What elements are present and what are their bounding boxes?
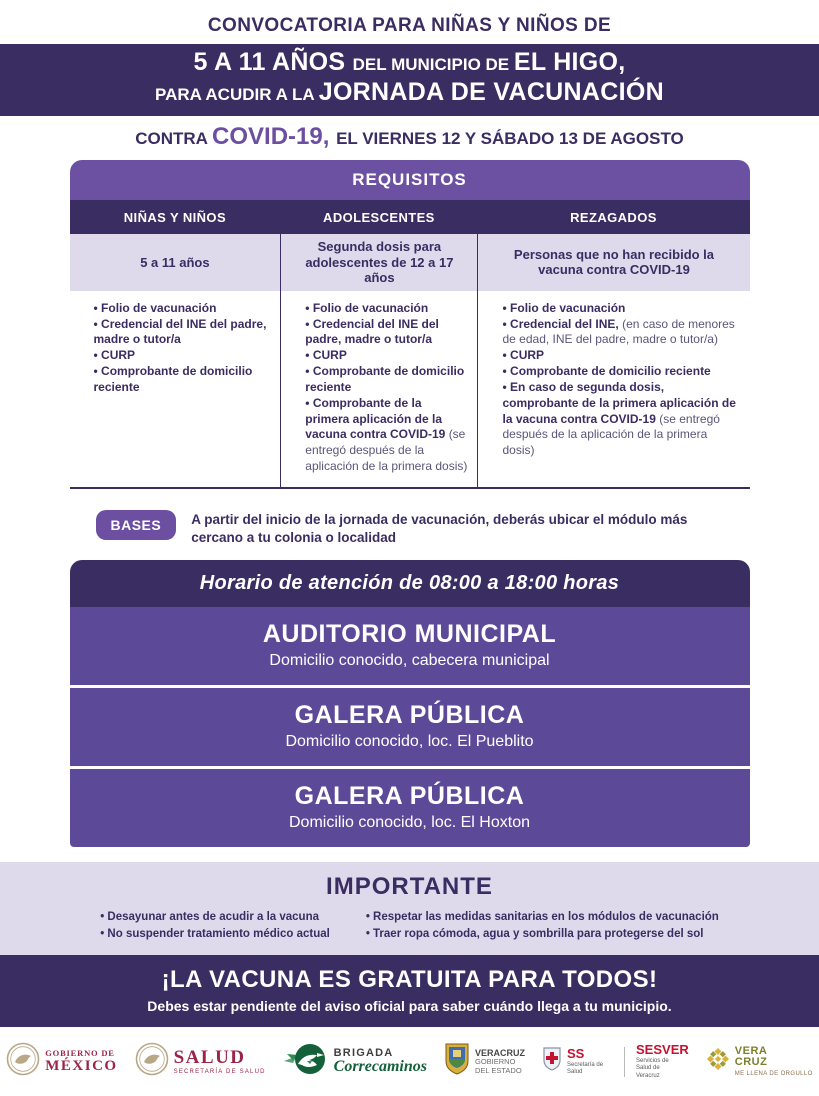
- veracruz-orgullo-line1: VERA: [734, 1045, 768, 1058]
- location-address: Domicilio conocido, loc. El Hoxton: [289, 813, 530, 831]
- requisito-item: • Folio de vacunación: [502, 301, 739, 317]
- subheader-ninas-y-ninos: 5 a 11 años: [140, 254, 210, 270]
- subheader-adolescentes: Segunda dosis para adolescentes de 12 a 17 años: [280, 234, 477, 291]
- logo-ss-sesver: [542, 1043, 689, 1081]
- importante-title: IMPORTANTE: [326, 872, 493, 900]
- importante-list-left: [100, 909, 330, 945]
- requisito-item: • Credencial del INE, (en caso de menores de edad, INE del padre, madre o tutor/a): [502, 317, 739, 349]
- location-name: GALERA PÚBLICA: [294, 781, 525, 810]
- logo-veracruz-gobierno: [444, 1042, 525, 1081]
- header-banner: [0, 44, 819, 116]
- bullet-item: • Traer ropa cómoda, agua y sombrilla para protegerse del sol: [366, 926, 719, 944]
- logo-gobierno-mexico: [6, 1042, 117, 1081]
- requisito-item: • CURP: [502, 348, 739, 364]
- veracruz-orgullo-tagline: ME LLENA DE ORGULLO: [734, 1071, 813, 1078]
- sesver-sublabel: Servicios de Salud de Veracruz: [636, 1057, 669, 1079]
- horario-banner: Horario de atención de 08:00 a 18:00 horas: [70, 560, 750, 607]
- locations-list: [70, 607, 750, 846]
- free-vaccine-subtitle: Debes estar pendiente del aviso oficial para saber cuándo llega a tu municipio.: [147, 998, 672, 1015]
- logo-divider: [624, 1047, 625, 1077]
- column-header-rezagados: REZAGADOS: [570, 209, 657, 225]
- requisito-item: • Comprobante de la primera aplicación de la vacuna contra COVID-19 (se entregó después de la aplicación de la primera dosis): [305, 396, 467, 475]
- requisito-item: • Comprobante de domicilio reciente: [305, 364, 467, 396]
- location-name: GALERA PÚBLICA: [294, 701, 525, 730]
- importante-list-right: [366, 909, 719, 945]
- gobmx-label-line1: GOBIERNO DE: [45, 1048, 115, 1059]
- free-vaccine-banner: [0, 955, 819, 1027]
- location-block-galera-hoxton: [70, 769, 750, 847]
- location-address: Domicilio conocido, loc. El Pueblito: [285, 732, 534, 750]
- location-address: Domicilio conocido, cabecera municipal: [269, 652, 550, 670]
- veracruz-estado-line1: VERACRUZ: [475, 1047, 526, 1058]
- bullet-item: • Desayunar antes de acudir a la vacuna: [100, 909, 330, 927]
- requisito-item: • Comprobante de domicilio reciente: [502, 364, 739, 380]
- gobmx-label-line2: MÉXICO: [45, 1058, 118, 1075]
- eagle-seal-icon: [6, 1042, 40, 1081]
- location-name: AUDITORIO MUNICIPAL: [262, 620, 557, 649]
- free-vaccine-title: ¡LA VACUNA ES GRATUITA PARA TODOS!: [161, 966, 658, 994]
- location-block-galera-pueblito: [70, 688, 750, 766]
- bullet-item: • Respetar las medidas sanitarias en los módulos de vacunación: [366, 909, 719, 927]
- brigada-label: BRIGADA: [333, 1047, 394, 1060]
- subheader-rezagados: Personas que no han recibido la vacuna contra COVID-19: [477, 234, 749, 291]
- requisitos-header: REQUISITOS: [70, 160, 750, 200]
- logo-salud: [135, 1042, 266, 1081]
- roadrunner-icon: [283, 1041, 329, 1082]
- requisito-item: • Comprobante de domicilio reciente: [94, 364, 271, 396]
- column-header-adolescentes: ADOLESCENTES: [323, 209, 435, 225]
- requisito-item: • CURP: [305, 348, 467, 364]
- column-header-ninas-y-ninos: NIÑAS Y NIÑOS: [123, 209, 227, 225]
- importante-section: [0, 862, 819, 956]
- location-block-auditorio: [70, 607, 750, 685]
- requisitos-list-ninas: [70, 291, 281, 487]
- bases-badge: BASES: [96, 510, 177, 540]
- coat-of-arms-icon: [444, 1042, 470, 1081]
- veracruz-estado-line3: DEL ESTADO: [475, 1065, 522, 1075]
- talavera-flower-icon: [706, 1047, 730, 1076]
- banner-line-1: 5 A 11 AÑOS DEL MUNICIPIO DE EL HIGO,: [193, 48, 626, 76]
- correcaminos-label: Correcaminos: [333, 1058, 427, 1076]
- bases-text: A partir del inicio de la jornada de vacunación, deberás ubicar el módulo más cercano a tu colonia o localidad: [191, 511, 688, 546]
- logo-veracruz-orgullo: [706, 1046, 813, 1077]
- ss-sublabel: Secretaría de Salud: [567, 1061, 604, 1076]
- requisitos-list-adolescentes: [280, 291, 477, 487]
- requisitos-column-headers: [70, 200, 750, 234]
- requisito-item: • Credencial del INE del padre, madre o tutor/a: [94, 317, 271, 349]
- logo-brigada-correcaminos: [283, 1041, 427, 1082]
- vaccination-poster: [0, 15, 819, 1079]
- veracruz-orgullo-line2: CRUZ: [734, 1056, 768, 1069]
- eagle-seal-icon: [135, 1042, 169, 1081]
- sesver-label: SESVER: [636, 1041, 689, 1057]
- bullet-item: • No suspender tratamiento médico actual: [100, 926, 330, 944]
- requisito-item: • Folio de vacunación: [305, 301, 467, 317]
- poster-title: CONVOCATORIA PARA NIÑAS Y NIÑOS DE: [207, 15, 612, 36]
- salud-sublabel: SECRETARÍA DE SALUD: [173, 1069, 266, 1076]
- requisito-item: • Credencial del INE del padre, madre o tutor/a: [305, 317, 467, 349]
- requisitos-subheaders: [70, 234, 750, 291]
- requisitos-table: [70, 160, 750, 489]
- requisito-item: • Folio de vacunación: [94, 301, 271, 317]
- requisito-item: • CURP: [94, 348, 271, 364]
- ss-label: SS: [567, 1045, 585, 1061]
- salud-label: SALUD: [173, 1047, 246, 1069]
- requisito-item: • En caso de segunda dosis, comprobante de la primera aplicación de la vacuna contra COVID-19 (se entregó después de la aplicación de la primera dosis): [502, 380, 739, 459]
- banner-line-2: PARA ACUDIR A LA JORNADA DE VACUNACIÓN: [155, 78, 664, 106]
- bases-section: [70, 510, 750, 547]
- health-shield-icon: [542, 1046, 562, 1077]
- date-line: CONTRA COVID-19, EL VIERNES 12 Y SÁBADO 13 DE AGOSTO: [135, 123, 684, 150]
- requisitos-list-rezagados: [477, 291, 749, 487]
- veracruz-estado-line2: GOBIERNO: [475, 1057, 516, 1067]
- footer-logos: [0, 1027, 819, 1096]
- requisitos-body: [70, 291, 750, 487]
